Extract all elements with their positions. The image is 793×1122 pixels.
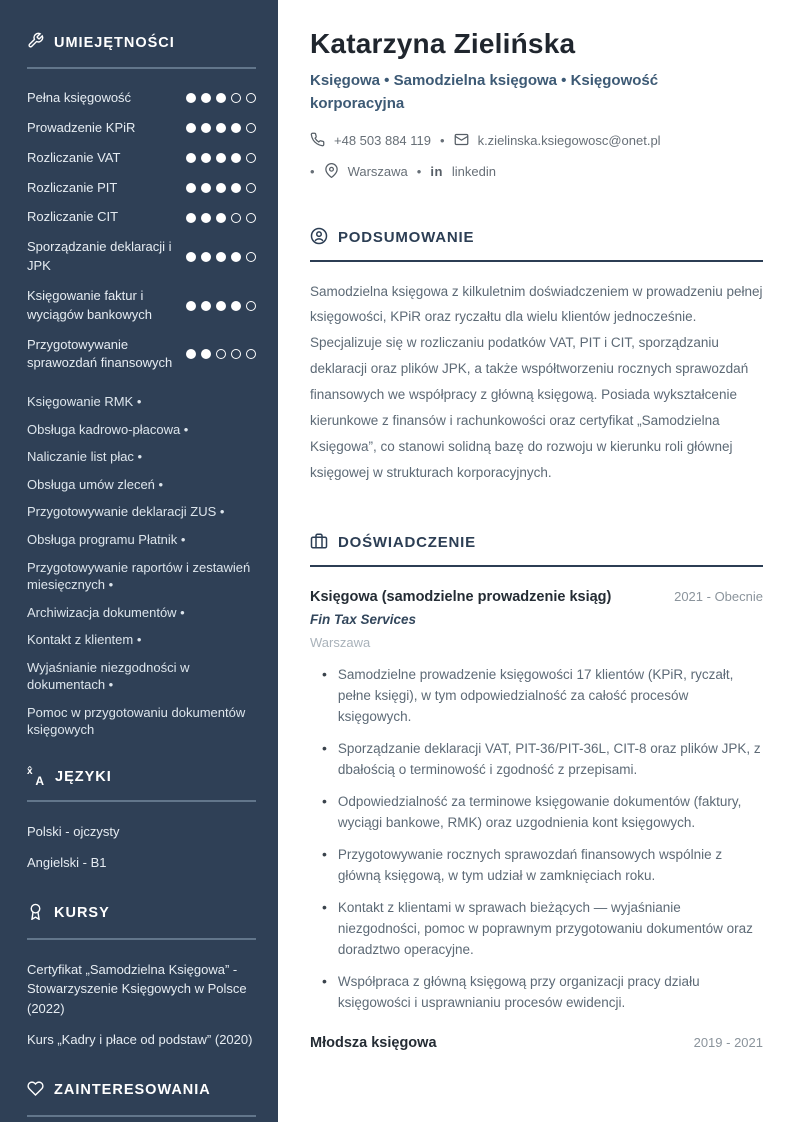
job-bullet bbox=[310, 738, 763, 780]
skill-rating-dots bbox=[186, 183, 256, 193]
languages-section-header bbox=[27, 765, 256, 788]
skill-row bbox=[27, 336, 256, 374]
rating-dot-filled bbox=[186, 93, 196, 103]
rating-dot-filled bbox=[186, 153, 196, 163]
wrench-icon bbox=[27, 32, 44, 53]
translate-icon: x̂ A bbox=[27, 765, 45, 788]
skill-name: Pełna księgowość bbox=[27, 90, 132, 105]
experience-section-header bbox=[310, 532, 763, 567]
rating-dot-filled bbox=[186, 213, 196, 223]
rating-dot-filled bbox=[216, 213, 226, 223]
sidebar-section-skills bbox=[27, 32, 256, 739]
rating-dot-filled bbox=[201, 153, 211, 163]
sidebar-section-courses bbox=[27, 903, 256, 1050]
skill-row bbox=[27, 238, 256, 276]
rating-dot-filled bbox=[216, 93, 226, 103]
rating-dot-filled bbox=[201, 213, 211, 223]
sidebar-section-interests bbox=[27, 1080, 256, 1117]
job-bullet-text: Samodzielne prowadzenie księgowości 17 klientów (KPiR, ryczałt, pełne księgi), w tym odpowiedzialność za całość procesów księgowych. bbox=[337, 666, 734, 724]
divider bbox=[27, 67, 256, 69]
job-bullet bbox=[310, 664, 763, 727]
rating-dot-empty bbox=[231, 349, 241, 359]
skill-row bbox=[27, 119, 256, 138]
bullet-marker: • bbox=[322, 973, 327, 990]
rating-dot-filled bbox=[201, 123, 211, 133]
job-bullet bbox=[310, 971, 763, 1013]
skill-row bbox=[27, 179, 256, 198]
skill-row bbox=[27, 208, 256, 227]
rating-dot-filled bbox=[201, 93, 211, 103]
job-entry bbox=[310, 589, 763, 1014]
rating-dot-empty bbox=[246, 349, 256, 359]
skills-section-header bbox=[27, 32, 256, 53]
bullet-marker: • bbox=[322, 739, 327, 756]
rating-dot-filled bbox=[216, 183, 226, 193]
job-header bbox=[310, 1035, 763, 1051]
courses-section-title: KURSY bbox=[54, 905, 110, 922]
summary-section-header bbox=[310, 227, 763, 262]
courses-section-header bbox=[27, 903, 256, 924]
job-entry bbox=[310, 1035, 763, 1051]
experience-section bbox=[310, 532, 763, 1052]
skill-rating-dots bbox=[186, 93, 256, 103]
rating-dot-empty bbox=[246, 301, 256, 311]
location-text: Warszawa bbox=[347, 164, 408, 179]
mail-icon bbox=[454, 132, 469, 150]
job-bullet-list bbox=[310, 664, 763, 1014]
summary-section-title: PODSUMOWANIE bbox=[338, 229, 475, 246]
location-pin-icon bbox=[324, 163, 339, 181]
tag-skills-list bbox=[27, 393, 256, 739]
rating-dot-empty bbox=[246, 213, 256, 223]
tag-skill: Archiwizacja dokumentów • bbox=[27, 604, 185, 620]
skill-name: Prowadzenie KPiR bbox=[27, 119, 136, 135]
job-company: Fin Tax Services bbox=[310, 611, 417, 627]
tag-skill: Obsługa programu Płatnik • bbox=[27, 532, 186, 548]
skill-name: Rozliczanie PIT bbox=[27, 179, 118, 195]
skill-name: Księgowanie faktur i wyciągów bankowych bbox=[27, 287, 153, 322]
tag-skill: Obsługa kadrowo-płacowa • bbox=[27, 421, 189, 437]
linkedin-icon: in bbox=[430, 164, 443, 179]
contact-separator: • bbox=[440, 133, 445, 148]
rating-dot-empty bbox=[246, 252, 256, 262]
rating-dot-filled bbox=[231, 123, 241, 133]
rating-dot-filled bbox=[201, 252, 211, 262]
rating-dot-empty bbox=[246, 123, 256, 133]
bullet-marker: • bbox=[322, 792, 327, 809]
rated-skills-list bbox=[27, 89, 256, 373]
contact-row bbox=[310, 132, 763, 150]
experience-section-title: DOŚWIADCZENIE bbox=[338, 534, 476, 552]
contact-separator: • bbox=[310, 164, 315, 179]
skill-rating-dots bbox=[186, 349, 256, 359]
tag-skill: Księgowanie RMK • bbox=[27, 394, 142, 410]
skill-name: Rozliczanie CIT bbox=[27, 209, 119, 225]
divider bbox=[27, 800, 256, 802]
job-bullet-text: Kontakt z klientami w sprawach bieżących — wyjaśnianie niezgodności, pomoc w poprawnym przygotowaniu dokumentów oraz doradztwo operacyjne. bbox=[337, 900, 753, 958]
skill-rating-dots bbox=[186, 153, 256, 163]
main-content bbox=[278, 0, 793, 1122]
skill-rating-dots bbox=[186, 301, 256, 311]
skill-name: Sporządzanie deklaracji i JPK bbox=[27, 239, 172, 274]
course-item: Kurs „Kadry i płace od podstaw” (2020) bbox=[27, 1032, 253, 1048]
tag-skill: Kontakt z klientem • bbox=[27, 632, 142, 648]
contact-separator: • bbox=[416, 164, 422, 179]
summary-section bbox=[310, 227, 763, 486]
rating-dot-filled bbox=[216, 153, 226, 163]
rating-dot-empty bbox=[246, 153, 256, 163]
skill-rating-dots bbox=[186, 213, 256, 223]
rating-dot-empty bbox=[246, 93, 256, 103]
rating-dot-filled bbox=[216, 123, 226, 133]
job-bullet-text: Współpraca z główną księgową przy organizacji pracy działu księgowości i usprawnianiu procesów ewidencji. bbox=[337, 974, 700, 1011]
sidebar bbox=[0, 0, 278, 1122]
skill-row bbox=[27, 287, 256, 325]
summary-text: Samodzielna księgowa z kilkuletnim doświadczeniem w prowadzeniu pełnej księgowości, KPiR oraz ryczałtu dla wielu klientów jednocześnie. Specjalizuje się w rozliczaniu podatków VAT, PIT i CIT, sporządzaniu deklaracji oraz plików JPK, a także współtworzeniu rocznych sprawozdań finansowych we współpracy z główną księgową. Posiada wykształcenie kierunkowe z finansów i rachunkowości oraz certyfikat „Samodzielna Księgowa”, co stanowi solidną bazę do rozwoju w kierunku roli głównej księgowej w strukturach korporacyjnych. bbox=[310, 283, 763, 480]
sidebar-section-languages bbox=[27, 765, 256, 873]
heart-icon bbox=[27, 1080, 44, 1101]
job-bullet-text: Przygotowywanie rocznych sprawozdań finansowych wspólnie z główną księgową, w tym udział w zamknięciach roku. bbox=[337, 847, 723, 884]
divider bbox=[27, 1115, 256, 1117]
rating-dot-empty bbox=[231, 213, 241, 223]
rating-dot-filled bbox=[216, 252, 226, 262]
languages-section-title: JĘZYKI bbox=[55, 769, 112, 786]
job-bullet bbox=[310, 897, 763, 960]
phone-number: +48 503 884 119 bbox=[334, 133, 431, 148]
divider bbox=[27, 938, 256, 940]
job-dates: 2019 - 2021 bbox=[693, 1035, 763, 1051]
contact-info bbox=[310, 132, 763, 181]
rating-dot-filled bbox=[186, 349, 196, 359]
job-bullet bbox=[310, 791, 763, 833]
language-item: Angielski - B1 bbox=[27, 855, 107, 871]
linkedin-link[interactable]: linkedin bbox=[451, 164, 496, 179]
rating-dot-filled bbox=[231, 301, 241, 311]
briefcase-icon bbox=[310, 532, 328, 554]
skill-name: Przygotowywanie sprawozdań finansowych bbox=[27, 336, 173, 371]
person-tagline: Księgowa • Samodzielna księgowa • Księgowość korporacyjna bbox=[310, 72, 659, 113]
rating-dot-filled bbox=[186, 183, 196, 193]
person-name: Katarzyna Zielińska bbox=[310, 28, 576, 59]
skill-name: Rozliczanie VAT bbox=[27, 149, 121, 165]
skill-rating-dots bbox=[186, 252, 256, 262]
language-item: Polski - ojczysty bbox=[27, 823, 120, 839]
tag-skill: Obsługa umów zleceń • bbox=[27, 476, 164, 492]
job-bullet bbox=[310, 844, 763, 886]
job-location: Warszawa bbox=[310, 634, 371, 650]
skill-row bbox=[27, 149, 256, 168]
rating-dot-filled bbox=[186, 123, 196, 133]
rating-dot-empty bbox=[231, 93, 241, 103]
job-title: Księgowa (samodzielne prowadzenie ksiąg) bbox=[310, 588, 612, 605]
skills-section-title: UMIEJĘTNOŚCI bbox=[54, 34, 175, 51]
skill-rating-dots bbox=[186, 123, 256, 133]
tag-skill: Przygotowywanie deklaracji ZUS • bbox=[27, 504, 225, 520]
job-title: Młodsza księgowa bbox=[310, 1035, 437, 1052]
skill-row bbox=[27, 89, 256, 108]
award-icon bbox=[27, 903, 44, 924]
user-circle-icon bbox=[310, 227, 328, 249]
rating-dot-filled bbox=[201, 183, 211, 193]
tag-skill: Wyjaśnianie niezgodności w dokumentach • bbox=[27, 659, 190, 693]
rating-dot-empty bbox=[216, 349, 226, 359]
bullet-marker: • bbox=[322, 665, 327, 682]
rating-dot-filled bbox=[231, 153, 241, 163]
rating-dot-filled bbox=[201, 301, 211, 311]
tag-skill: Przygotowywanie raportów i zestawień miesięcznych • bbox=[27, 559, 251, 593]
rating-dot-empty bbox=[246, 183, 256, 193]
rating-dot-filled bbox=[186, 301, 196, 311]
rating-dot-filled bbox=[216, 301, 226, 311]
rating-dot-filled bbox=[201, 349, 211, 359]
rating-dot-filled bbox=[186, 252, 196, 262]
email-address[interactable]: k.zielinska.ksiegowosc@onet.pl bbox=[477, 133, 661, 148]
rating-dot-filled bbox=[231, 183, 241, 193]
tag-skill: Naliczanie list płac • bbox=[27, 449, 143, 465]
job-dates: 2021 - Obecnie bbox=[674, 588, 763, 604]
course-item: Certyfikat „Samodzielna Księgowa” - Stowarzyszenie Księgowych w Polsce (2022) bbox=[27, 961, 247, 1016]
bullet-marker: • bbox=[322, 899, 327, 916]
phone-icon bbox=[310, 132, 325, 150]
interests-section-header bbox=[27, 1080, 256, 1101]
rating-dot-filled bbox=[231, 252, 241, 262]
tag-skill: Pomoc w przygotowaniu dokumentów księgowych bbox=[27, 704, 246, 738]
contact-row bbox=[310, 163, 763, 181]
interests-section-title: ZAINTERESOWANIA bbox=[54, 1082, 211, 1099]
job-bullet-text: Sporządzanie deklaracji VAT, PIT-36/PIT-36L, CIT-8 oraz plików JPK, z dbałością o terminowość i zgodność z przepisami. bbox=[337, 740, 761, 777]
job-bullet-text: Odpowiedzialność za terminowe księgowanie dokumentów (faktury, wyciągi bankowe, RMK) oraz uzgodnienia kont księgowych. bbox=[337, 793, 742, 831]
job-header bbox=[310, 589, 763, 605]
bullet-marker: • bbox=[322, 846, 327, 863]
